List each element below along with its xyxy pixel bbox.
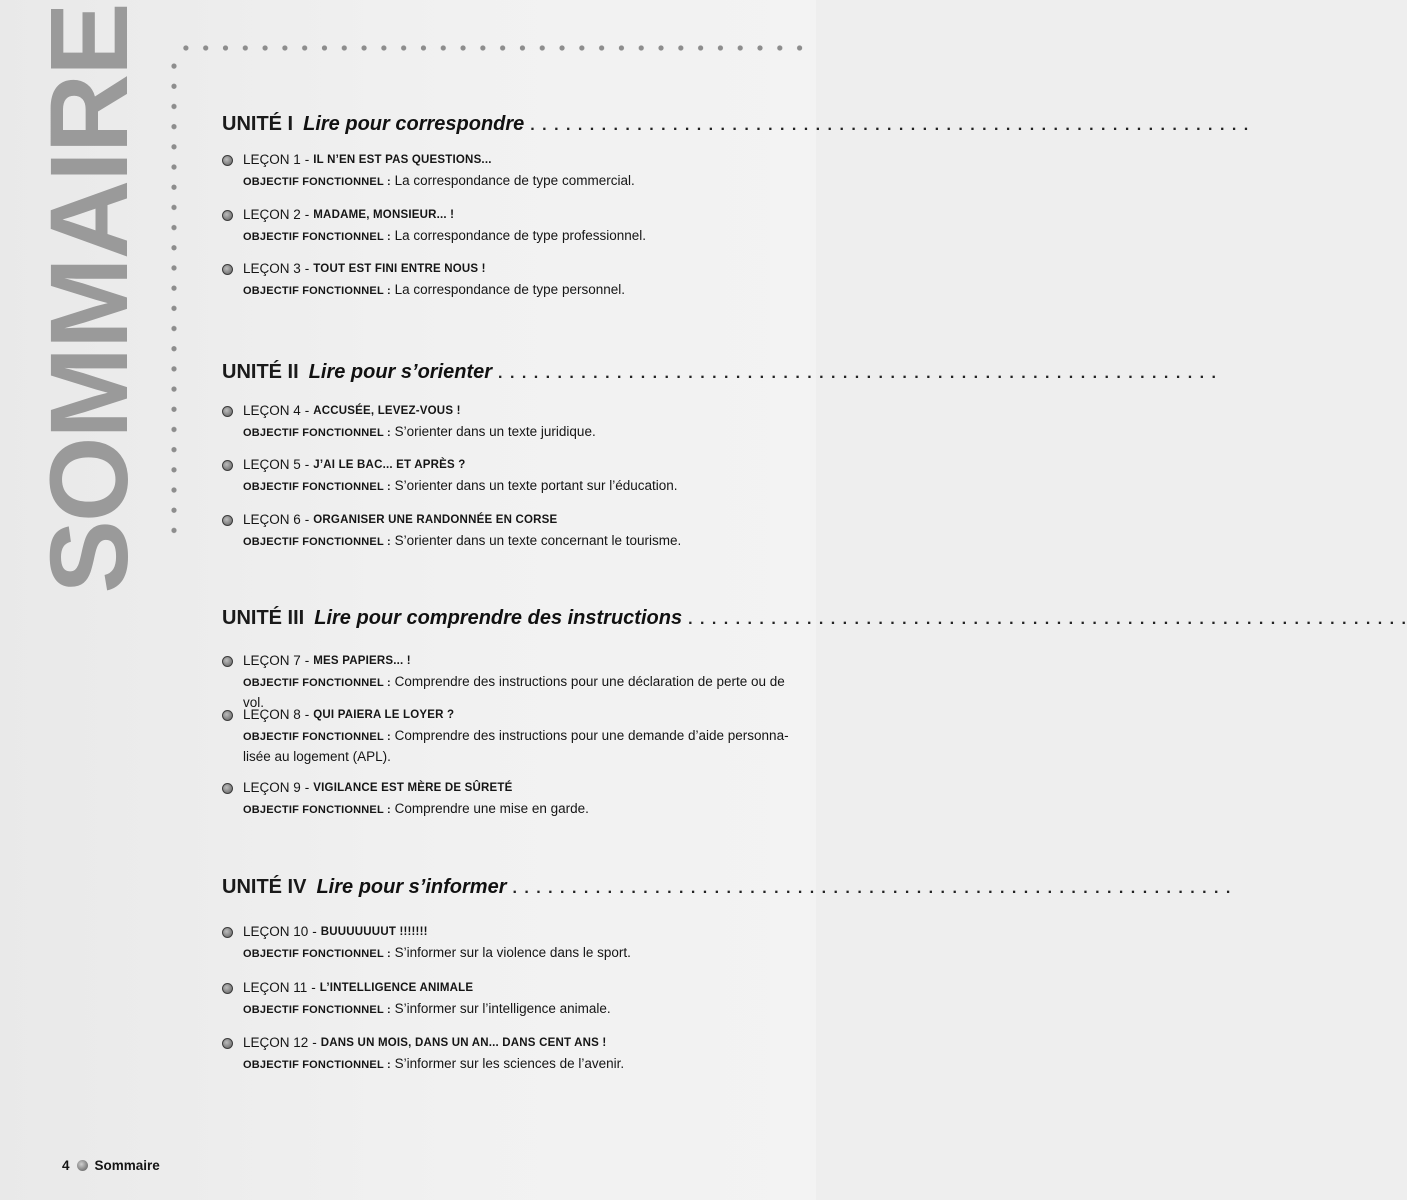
- lesson-item-12: LEÇON 12 - DANS UN MOIS, DANS UN AN... DANS CENT ANS ! OBJECTIF FONCTIONNEL : S’informer sur les sciences de l’avenir.: [222, 1033, 806, 1075]
- objective-text: La correspondance de type personnel.: [394, 282, 625, 297]
- objective-label: OBJECTIF FONCTIONNEL :: [243, 536, 391, 548]
- bullet-icon: [222, 783, 233, 794]
- lesson-number: LEÇON 4: [243, 403, 301, 418]
- lesson-name: MADAME, MONSIEUR... !: [313, 209, 455, 221]
- lesson-item-8: LEÇON 8 - QUI PAIERA LE LOYER ? OBJECTIF FONCTIONNEL : Comprendre des instructions pour une demande d’aide personna- lisée au logement (APL).: [222, 705, 806, 767]
- objective-text: La correspondance de type commercial.: [394, 173, 635, 188]
- dot-leader: . . . . . . . . . . . . . . . . . . . . . . . . . . . . . . . . . . . . . . . . . . . . . . . . . . . . . . . . . . . . .: [498, 365, 1218, 382]
- lesson-name: J’AI LE BAC... ET APRÈS ?: [313, 459, 466, 471]
- lesson-item-9: LEÇON 9 - VIGILANCE EST MÈRE DE SÛRETÉ OBJECTIF FONCTIONNEL : Comprendre une mise en garde.: [222, 778, 806, 820]
- lesson-item-4: LEÇON 4 - ACCUSÉE, LEVEZ-VOUS ! OBJECTIF FONCTIONNEL : S’orienter dans un texte juridique.: [222, 401, 806, 443]
- dot-leader: . . . . . . . . . . . . . . . . . . . . . . . . . . . . . . . . . . . . . . . . . . . . . . . . . . . . . . . . . . . . .: [530, 117, 1250, 134]
- lesson-number: LEÇON 11: [243, 980, 308, 995]
- bullet-icon: [222, 1038, 233, 1049]
- lesson-item-3: LEÇON 3 - TOUT EST FINI ENTRE NOUS ! OBJECTIF FONCTIONNEL : La correspondance de type personnel.: [222, 259, 806, 301]
- bullet-icon: [222, 656, 233, 667]
- bullet-icon: [77, 1160, 88, 1171]
- objective-label: OBJECTIF FONCTIONNEL :: [243, 1059, 391, 1071]
- objective-label: OBJECTIF FONCTIONNEL :: [243, 731, 391, 743]
- lesson-number: LEÇON 12: [243, 1035, 309, 1050]
- unit-title: Lire pour correspondre: [303, 113, 525, 135]
- page-footer: [62, 1158, 160, 1173]
- lesson-name: ACCUSÉE, LEVEZ-VOUS !: [313, 405, 461, 417]
- objective-label: OBJECTIF FONCTIONNEL :: [243, 427, 391, 439]
- objective-text: Comprendre une mise en garde.: [394, 801, 589, 816]
- bullet-icon: [222, 927, 233, 938]
- lesson-item-5: LEÇON 5 - J’AI LE BAC... ET APRÈS ? OBJECTIF FONCTIONNEL : S’orienter dans un texte portant sur l’éducation.: [222, 455, 806, 497]
- lesson-item-7: LEÇON 7 - MES PAPIERS... ! OBJECTIF FONCTIONNEL : Comprendre des instructions pour une déclaration de perte ou de vol.: [222, 651, 806, 713]
- lesson-item-10: LEÇON 10 - BUUUUUUUT !!!!!!! OBJECTIF FONCTIONNEL : S’informer sur la violence dans le sport.: [222, 922, 806, 964]
- objective-label: OBJECTIF FONCTIONNEL :: [243, 481, 391, 493]
- bullet-icon: [222, 210, 233, 221]
- lesson-number: LEÇON 9: [243, 780, 301, 795]
- unit-heading-1: [222, 113, 1250, 143]
- lesson-number: LEÇON 1: [243, 152, 301, 167]
- objective-text: S’informer sur l’intelligence animale.: [394, 1001, 611, 1016]
- bullet-icon: [222, 515, 233, 526]
- objective-text: Comprendre des instructions pour une demande d’aide personna-: [394, 728, 789, 743]
- unit-title: Lire pour comprendre des instructions: [314, 607, 683, 629]
- objective-label: OBJECTIF FONCTIONNEL :: [243, 1004, 391, 1016]
- objective-text: La correspondance de type professionnel.: [394, 228, 646, 243]
- bullet-icon: [222, 460, 233, 471]
- lesson-item-11: LEÇON 11 - L’INTELLIGENCE ANIMALE OBJECTIF FONCTIONNEL : S’informer sur l’intelligence animale.: [222, 978, 806, 1020]
- unit-label: UNITÉ I: [222, 113, 294, 135]
- unit-heading-3: [222, 607, 1407, 637]
- lesson-name: DANS UN MOIS, DANS UN AN... DANS CENT ANS !: [320, 1037, 607, 1049]
- footer-label: Sommaire: [94, 1158, 160, 1173]
- unit-heading-2: [222, 361, 1218, 391]
- lesson-item-1: LEÇON 1 - IL N’EN EST PAS QUESTIONS... OBJECTIF FONCTIONNEL : La correspondance de type commercial.: [222, 150, 806, 192]
- objective-text: S’orienter dans un texte concernant le tourisme.: [394, 533, 682, 548]
- unit-label: UNITÉ II: [222, 361, 299, 383]
- objective-text: S’informer sur la violence dans le sport.: [394, 945, 631, 960]
- lesson-name: TOUT EST FINI ENTRE NOUS !: [313, 263, 486, 275]
- unit-label: UNITÉ III: [222, 607, 305, 629]
- lesson-number: LEÇON 2: [243, 207, 301, 222]
- bullet-icon: [222, 406, 233, 417]
- objective-label: OBJECTIF FONCTIONNEL :: [243, 231, 391, 243]
- objective-text: S’orienter dans un texte portant sur l’éducation.: [394, 478, 678, 493]
- lesson-item-2: LEÇON 2 - MADAME, MONSIEUR... ! OBJECTIF FONCTIONNEL : La correspondance de type professionnel.: [222, 205, 806, 247]
- dot-leader: . . . . . . . . . . . . . . . . . . . . . . . . . . . . . . . . . . . . . . . . . . . . . . . . . . . . . . . . . . . . .: [512, 880, 1232, 897]
- objective-text: S’informer sur les sciences de l’avenir.: [394, 1056, 625, 1071]
- unit-heading-4: [222, 876, 1232, 906]
- bullet-icon: [222, 983, 233, 994]
- lesson-name: BUUUUUUUT !!!!!!!: [320, 926, 428, 938]
- objective-label: OBJECTIF FONCTIONNEL :: [243, 285, 391, 297]
- objective-text: S’orienter dans un texte juridique.: [394, 424, 596, 439]
- lesson-number: LEÇON 3: [243, 261, 301, 276]
- objective-text-continued: lisée au logement (APL).: [243, 749, 391, 764]
- unit-title: Lire pour s’orienter: [308, 361, 493, 383]
- bullet-icon: [222, 264, 233, 275]
- side-title: [28, 4, 151, 594]
- objective-label: OBJECTIF FONCTIONNEL :: [243, 677, 391, 689]
- bullet-icon: [222, 155, 233, 166]
- dot-leader: . . . . . . . . . . . . . . . . . . . . . . . . . . . . . . . . . . . . . . . . . . . . . . . . . . . . . . . . . . . . .: [688, 611, 1407, 628]
- lesson-number: LEÇON 7: [243, 653, 301, 668]
- objective-label: OBJECTIF FONCTIONNEL :: [243, 176, 391, 188]
- lesson-number: LEÇON 5: [243, 457, 301, 472]
- objective-label: OBJECTIF FONCTIONNEL :: [243, 804, 391, 816]
- bullet-icon: [222, 710, 233, 721]
- page-number: 4: [62, 1158, 70, 1173]
- lesson-name: MES PAPIERS... !: [313, 655, 411, 667]
- lesson-number: LEÇON 10: [243, 924, 309, 939]
- lesson-number: LEÇON 8: [243, 707, 301, 722]
- objective-text: Comprendre des instructions pour une déclaration de perte ou de vol.: [243, 674, 785, 710]
- lesson-number: LEÇON 6: [243, 512, 301, 527]
- side-title-text: SOMMAIRE: [28, 4, 151, 594]
- dotted-border-top: [176, 44, 808, 52]
- lesson-name: IL N’EN EST PAS QUESTIONS...: [313, 154, 492, 166]
- unit-title: Lire pour s’informer: [316, 876, 507, 898]
- lesson-name: L’INTELLIGENCE ANIMALE: [319, 982, 474, 994]
- unit-label: UNITÉ IV: [222, 876, 307, 898]
- objective-label: OBJECTIF FONCTIONNEL :: [243, 948, 391, 960]
- lesson-item-6: LEÇON 6 - ORGANISER UNE RANDONNÉE EN CORSE OBJECTIF FONCTIONNEL : S’orienter dans un texte concernant le tourisme.: [222, 510, 806, 552]
- lesson-name: VIGILANCE EST MÈRE DE SÛRETÉ: [313, 782, 513, 794]
- lesson-name: ORGANISER UNE RANDONNÉE EN CORSE: [313, 514, 558, 526]
- lesson-name: QUI PAIERA LE LOYER ?: [313, 709, 455, 721]
- dotted-border-left: [170, 56, 178, 540]
